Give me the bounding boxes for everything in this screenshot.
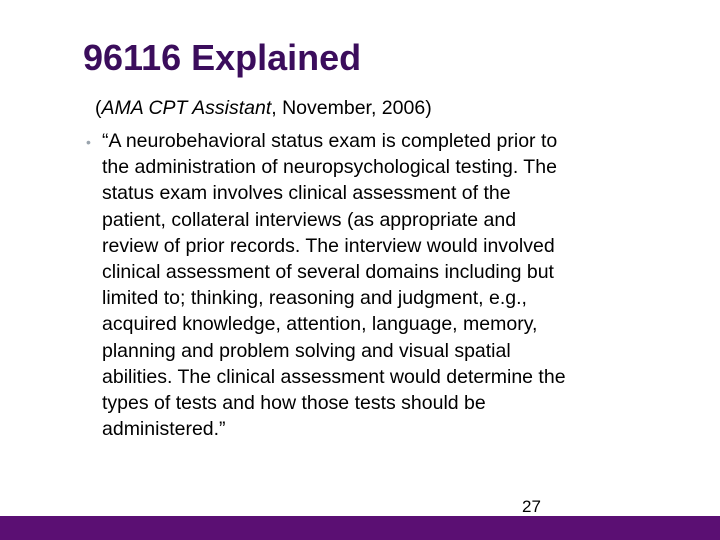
quote-line: acquired knowledge, attention, language, memory,	[102, 313, 538, 336]
quote-line: planning and problem solving and visual spatial	[102, 339, 511, 362]
citation-open: (	[95, 97, 102, 119]
citation	[95, 95, 432, 121]
quote-line: “A neurobehavioral status exam is completed prior to	[102, 130, 558, 152]
quote-line: types of tests and how those tests should be	[102, 392, 486, 415]
citation-source: AMA CPT Assistant	[101, 97, 272, 119]
quote-line: clinical assessment of several domains including but	[102, 261, 554, 284]
page-number: 27	[522, 497, 541, 516]
quote-line: abilities. The clinical assessment would determine the	[102, 365, 566, 388]
slide-title: 96116 Explained	[83, 37, 362, 78]
footer-bar	[0, 516, 720, 540]
citation-rest: , November, 2006)	[271, 97, 432, 119]
quote-line: administered.”	[102, 418, 226, 441]
quote-text	[102, 128, 566, 442]
bullet-icon: •	[86, 134, 91, 150]
quote-line: limited to; thinking, reasoning and judgment, e.g.,	[102, 287, 527, 310]
quote-line: patient, collateral interviews (as appropriate and	[102, 208, 517, 231]
quote-line: review of prior records. The interview would involved	[102, 234, 555, 257]
quote-line: the administration of neuropsychological testing. The	[102, 156, 557, 179]
quote-line: status exam involves clinical assessment of the	[102, 182, 511, 205]
